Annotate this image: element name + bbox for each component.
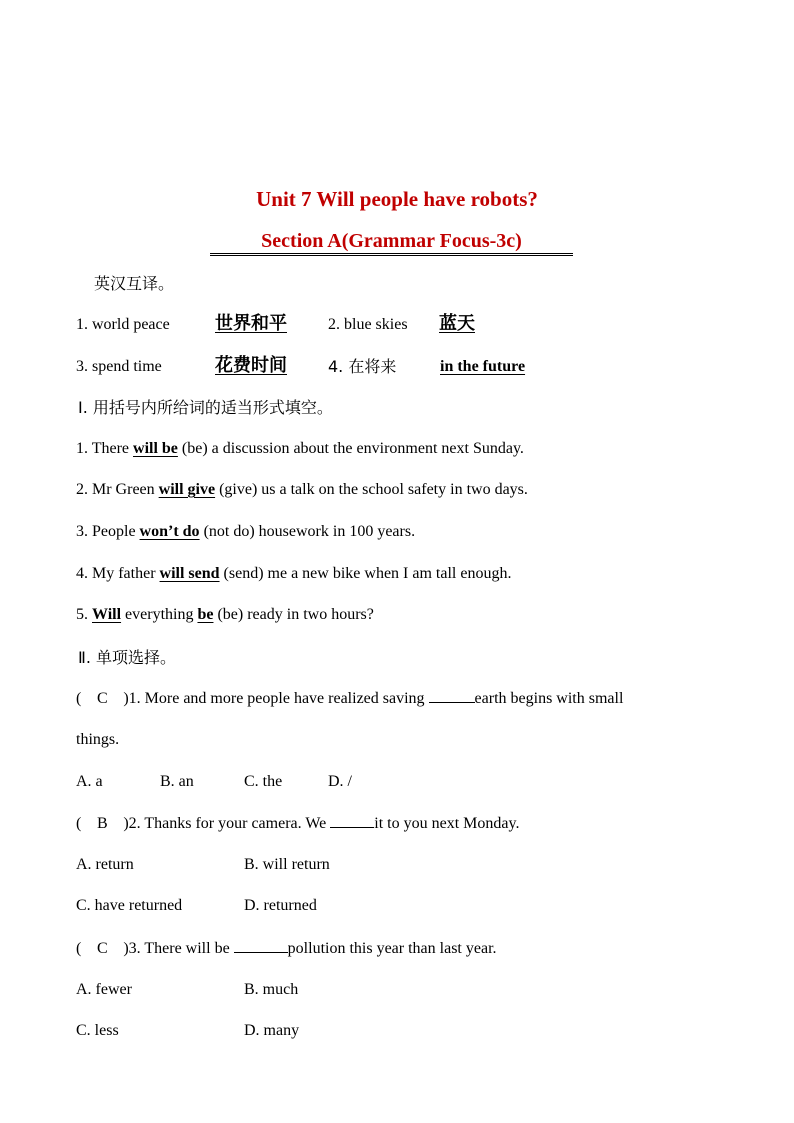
- mc-question-3-option-b: B. much: [244, 981, 299, 998]
- mc-question-2-option-a: A. return: [76, 856, 134, 873]
- mc-question-1-option-a: A. a: [76, 773, 103, 790]
- mc-question-2-option-c: C. have returned: [76, 897, 183, 914]
- mc-question-1: ( C )1. More and more people have realized saving earth begins with small: [76, 690, 624, 707]
- part1-item-1: 1. There will be (be) a discussion about the environment next Sunday.: [76, 440, 524, 457]
- vocab-item-2-answer: 蓝天: [439, 313, 475, 334]
- vocab-item-3-answer: 花费时间: [215, 355, 287, 376]
- mc-question-3-option-d: D. many: [244, 1022, 300, 1039]
- mc-question-2: ( B )2. Thanks for your camera. We it to you next Monday.: [76, 815, 520, 832]
- page-subtitle: Section A(Grammar Focus-3c): [210, 230, 573, 256]
- part1-item-4: 4. My father will send (send) me a new bike when I am tall enough.: [76, 565, 512, 582]
- mc-question-1-option-d: D. /: [328, 773, 352, 790]
- mc-question-2-option-d: D. returned: [244, 897, 317, 914]
- mc-question-2-blank: [330, 813, 374, 828]
- vocab-item-2-question: 2. blue skies: [328, 316, 408, 333]
- vocab-item-4-answer: in the future: [440, 358, 526, 375]
- part1-item-2: 2. Mr Green will give (give) us a talk on the school safety in two days.: [76, 481, 528, 498]
- part1-item-5: 5. Will everything be (be) ready in two hours?: [76, 606, 374, 623]
- mc-question-3-blank: [234, 938, 288, 953]
- mc-question-3-option-a: A. fewer: [76, 981, 132, 998]
- part1-item-3: 3. People won’t do (not do) housework in 100 years.: [76, 523, 416, 540]
- mc-question-1-option-c: C. the: [244, 773, 283, 790]
- mc-question-3: ( C )3. There will be pollution this year than last year.: [76, 940, 497, 957]
- mc-question-1-option-b: B. an: [160, 773, 194, 790]
- part2-heading: Ⅱ. 单项选择。: [78, 648, 177, 667]
- mc-question-1-answer: C: [96, 690, 108, 707]
- part1-item-2-answer: will give: [158, 481, 216, 498]
- mc-question-3-option-c: C. less: [76, 1022, 119, 1039]
- part1-item-5-answer-1: Will: [92, 606, 122, 623]
- part1-heading: Ⅰ. 用括号内所给词的适当形式填空。: [78, 398, 333, 417]
- mc-question-1-blank: [429, 688, 475, 703]
- part1-item-3-answer: won’t do: [139, 523, 200, 540]
- part1-item-1-answer: will be: [133, 440, 178, 457]
- vocab-heading: 英汉互译。: [94, 274, 175, 293]
- vocab-item-4-question: 4. 在将来: [328, 357, 397, 376]
- vocab-item-1-question: 1. world peace: [76, 316, 170, 333]
- mc-question-3-answer: C: [96, 940, 108, 957]
- page-title: Unit 7 Will people have robots?: [256, 187, 538, 211]
- vocab-item-3-question: 3. spend time: [76, 358, 162, 375]
- part1-item-4-answer: will send: [159, 565, 220, 582]
- vocab-item-1-answer: 世界和平: [215, 313, 287, 334]
- part1-item-5-answer-2: be: [197, 606, 214, 623]
- mc-question-2-answer: B: [96, 815, 108, 832]
- mc-question-1-continuation: things.: [76, 731, 120, 748]
- mc-question-2-option-b: B. will return: [244, 856, 330, 873]
